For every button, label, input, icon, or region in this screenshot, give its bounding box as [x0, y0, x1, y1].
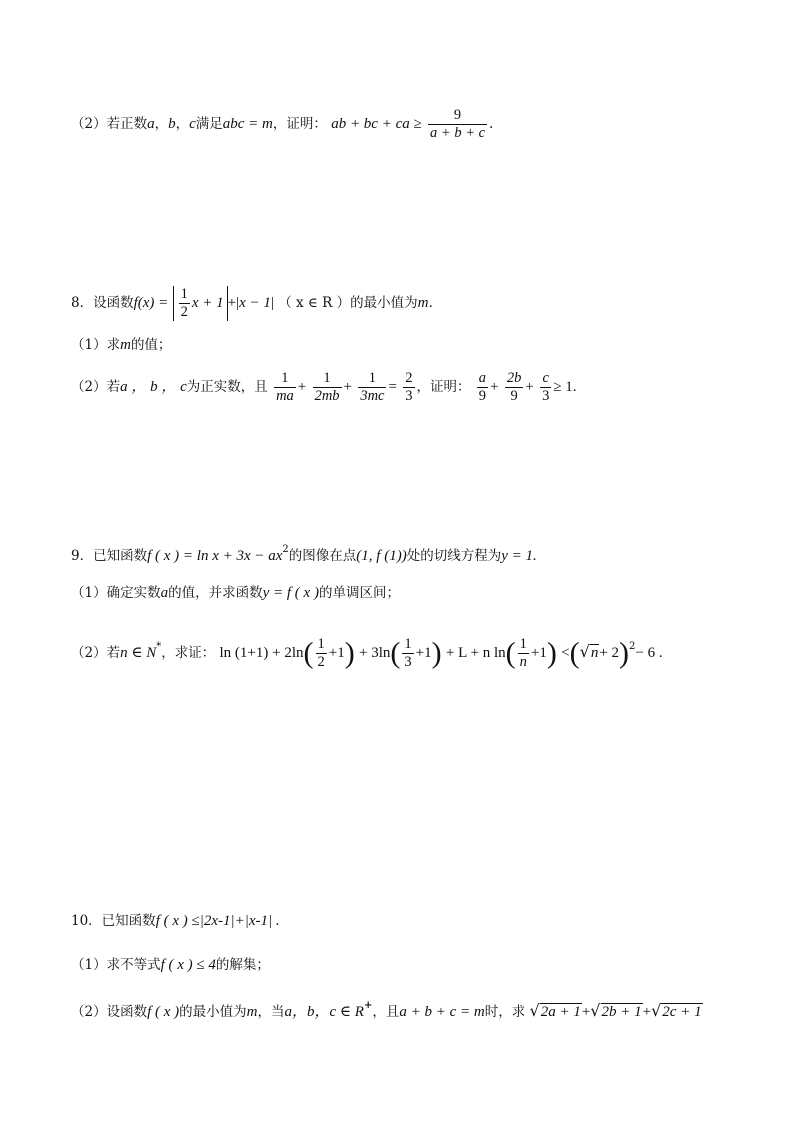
q8-part2: （2）若a ， b ， c为正实数，且 $\frac{1}{ma}$ + $\frac{1}{2mb}$ + $\frac{1}{3mc}$ = $\frac{2}{3}$ ，证明： $\frac{a}{9}$ + $\frac{2b}{9}$ + $\frac{c}{3}$ ≥ 1.: [71, 370, 577, 404]
q10-part2: （2）设函数f ( x )的最小值为m，当a，b，c ∈ R+，且a + b + c = m时，求 √2a + 1+√2b + 1+√2c + 1: [71, 1000, 702, 1020]
q9-part1: （1）确定实数a的值，并求函数y = f ( x )的单调区间；: [71, 585, 400, 601]
q8-part1: （1）求m的值；: [71, 337, 172, 353]
q7-part2: （2）若正数a，b，c满足abc = m，证明： ab + bc + ca ≥ $\frac{9}{a + b + c}$ .: [71, 107, 494, 141]
q9-stem: 9．已知函数f ( x ) = $\ln x + 3x - ax^2$的图像在点(1, f (1))处的切线方程为y = 1.: [71, 544, 537, 564]
q8-stem: 8．设函数f(x) = $\frac{1}{2}$ x + 1 +|x − 1| （ x ∈ R ）的最小值为m.: [71, 286, 433, 320]
q9-part2: （2）若n ∈ N*，求证： ln (1+1) + 2ln( $\frac{1}{2}$ +1) + 3ln( $\frac{1}{3}$ +1) + L + n ln( $\frac{1}{n}$ $+1) <(√n+ 2)^2- 6$ .: [71, 636, 663, 670]
fraction: $\frac{9}{a + b + c}$: [430, 107, 486, 141]
q10-part1: （1）求不等式f ( x ) ≤ 4的解集；: [71, 957, 270, 973]
q10-stem: 10．已知函数f ( x ) ≤|2x-1|+|x-1| .: [71, 913, 280, 929]
absolute-value: $\frac{1}{2}$ x + 1: [173, 286, 228, 321]
